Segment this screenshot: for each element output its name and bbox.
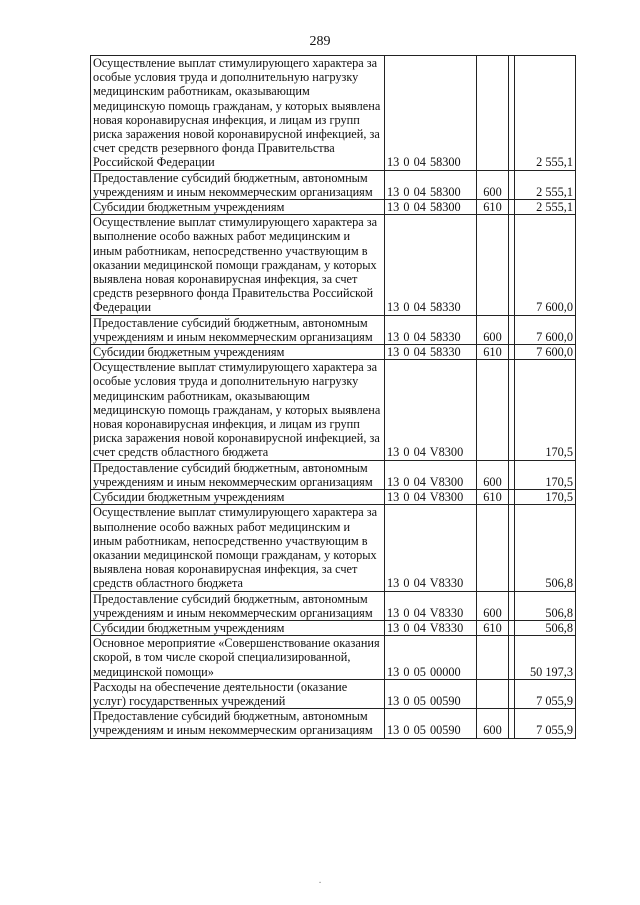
- table-row: [91, 620, 576, 635]
- row-description: Расходы на обеспечение деятельности (оказание услуг) государственных учреждений: [91, 679, 385, 708]
- table-row: [91, 345, 576, 360]
- row-amount: 170,5: [515, 460, 576, 489]
- budget-table: [90, 55, 576, 739]
- row-amount: 2 555,1: [515, 200, 576, 215]
- table-row: [91, 679, 576, 708]
- table-row: [91, 505, 576, 591]
- row-expense-type: 600: [477, 709, 509, 738]
- row-target-code: 13 0 04 58300: [385, 200, 477, 215]
- table-row: [91, 460, 576, 489]
- row-amount: 506,8: [515, 505, 576, 591]
- row-amount: 2 555,1: [515, 170, 576, 199]
- row-expense-type: 610: [477, 490, 509, 505]
- row-target-code: 13 0 04 V8330: [385, 505, 477, 591]
- row-expense-type: 610: [477, 200, 509, 215]
- row-description: Субсидии бюджетным учреждениям: [91, 345, 385, 360]
- row-description: Основное мероприятие «Совершенствование оказания скорой, в том числе скорой специализированной, медицинской помощи»: [91, 636, 385, 680]
- table-row: [91, 170, 576, 199]
- row-target-code: 13 0 04 V8330: [385, 591, 477, 620]
- row-expense-type: [477, 636, 509, 680]
- row-amount: 7 600,0: [515, 215, 576, 315]
- row-target-code: 13 0 05 00590: [385, 679, 477, 708]
- row-description: Предоставление субсидий бюджетным, автономным учреждениям и иным некоммерческим организациям: [91, 315, 385, 344]
- row-expense-type: 610: [477, 345, 509, 360]
- row-amount: 7 055,9: [515, 679, 576, 708]
- row-amount: 7 600,0: [515, 315, 576, 344]
- row-target-code: 13 0 05 00000: [385, 636, 477, 680]
- row-amount: 170,5: [515, 490, 576, 505]
- row-amount: 7 055,9: [515, 709, 576, 738]
- footer-mark: ·: [318, 878, 322, 889]
- row-target-code: 13 0 04 58300: [385, 170, 477, 199]
- row-target-code: 13 0 04 58330: [385, 345, 477, 360]
- row-expense-type: [477, 360, 509, 460]
- row-amount: 2 555,1: [515, 56, 576, 171]
- table-row: [91, 315, 576, 344]
- table-row: [91, 215, 576, 315]
- row-target-code: 13 0 04 58330: [385, 315, 477, 344]
- row-description: Осуществление выплат стимулирующего характера за особые условия труда и дополнительную нагрузку медицинским работникам, оказывающим медицинскую помощь гражданам, у которых выявлена новая коронавирусная инфекция, и лицам из групп риска заражения новой коронавирусной инфекцией, за счет средств резервного фонда Правительства Российской Федерации: [91, 56, 385, 171]
- page-number: 289: [309, 34, 331, 49]
- row-description: Осуществление выплат стимулирующего характера за выполнение особо важных работ медицинским и иным работникам, непосредственно участвующим в оказании медицинской помощи гражданам, у которых выявлена новая коронавирусная инфекция, за счет средств областного бюджета: [91, 505, 385, 591]
- row-expense-type: [477, 505, 509, 591]
- row-description: Субсидии бюджетным учреждениям: [91, 620, 385, 635]
- row-description: Субсидии бюджетным учреждениям: [91, 490, 385, 505]
- budget-table-body: [91, 56, 576, 739]
- row-amount: 50 197,3: [515, 636, 576, 680]
- row-amount: 506,8: [515, 620, 576, 635]
- row-description: Предоставление субсидий бюджетным, автономным учреждениям и иным некоммерческим организациям: [91, 591, 385, 620]
- row-expense-type: 600: [477, 170, 509, 199]
- row-description: Осуществление выплат стимулирующего характера за особые условия труда и дополнительную нагрузку медицинским работникам, оказывающим медицинскую помощь гражданам, у которых выявлена новая коронавирусная инфекция, и лицам из групп риска заражения новой коронавирусной инфекцией, за счет средств областного бюджета: [91, 360, 385, 460]
- row-amount: 506,8: [515, 591, 576, 620]
- row-target-code: 13 0 05 00590: [385, 709, 477, 738]
- row-description: Предоставление субсидий бюджетным, автономным учреждениям и иным некоммерческим организациям: [91, 460, 385, 489]
- table-row: [91, 709, 576, 738]
- row-expense-type: 600: [477, 315, 509, 344]
- table-row: [91, 490, 576, 505]
- row-amount: 170,5: [515, 360, 576, 460]
- row-expense-type: [477, 679, 509, 708]
- row-expense-type: 600: [477, 591, 509, 620]
- row-target-code: 13 0 04 V8300: [385, 360, 477, 460]
- row-description: Осуществление выплат стимулирующего характера за выполнение особо важных работ медицинским и иным работникам, непосредственно участвующим в оказании медицинской помощи гражданам, у которых выявлена новая коронавирусная инфекция, за счет средств резервного фонда Правительства Российской Федерации: [91, 215, 385, 315]
- row-expense-type: 610: [477, 620, 509, 635]
- row-expense-type: [477, 56, 509, 171]
- table-row: [91, 200, 576, 215]
- table-row: [91, 591, 576, 620]
- row-target-code: 13 0 04 V8300: [385, 490, 477, 505]
- row-expense-type: 600: [477, 460, 509, 489]
- row-description: Субсидии бюджетным учреждениям: [91, 200, 385, 215]
- row-expense-type: [477, 215, 509, 315]
- table-row: [91, 360, 576, 460]
- row-amount: 7 600,0: [515, 345, 576, 360]
- table-row: [91, 636, 576, 680]
- row-target-code: 13 0 04 58330: [385, 215, 477, 315]
- row-target-code: 13 0 04 58300: [385, 56, 477, 171]
- table-row: [91, 56, 576, 171]
- row-description: Предоставление субсидий бюджетным, автономным учреждениям и иным некоммерческим организациям: [91, 709, 385, 738]
- row-target-code: 13 0 04 V8330: [385, 620, 477, 635]
- row-description: Предоставление субсидий бюджетным, автономным учреждениям и иным некоммерческим организациям: [91, 170, 385, 199]
- row-target-code: 13 0 04 V8300: [385, 460, 477, 489]
